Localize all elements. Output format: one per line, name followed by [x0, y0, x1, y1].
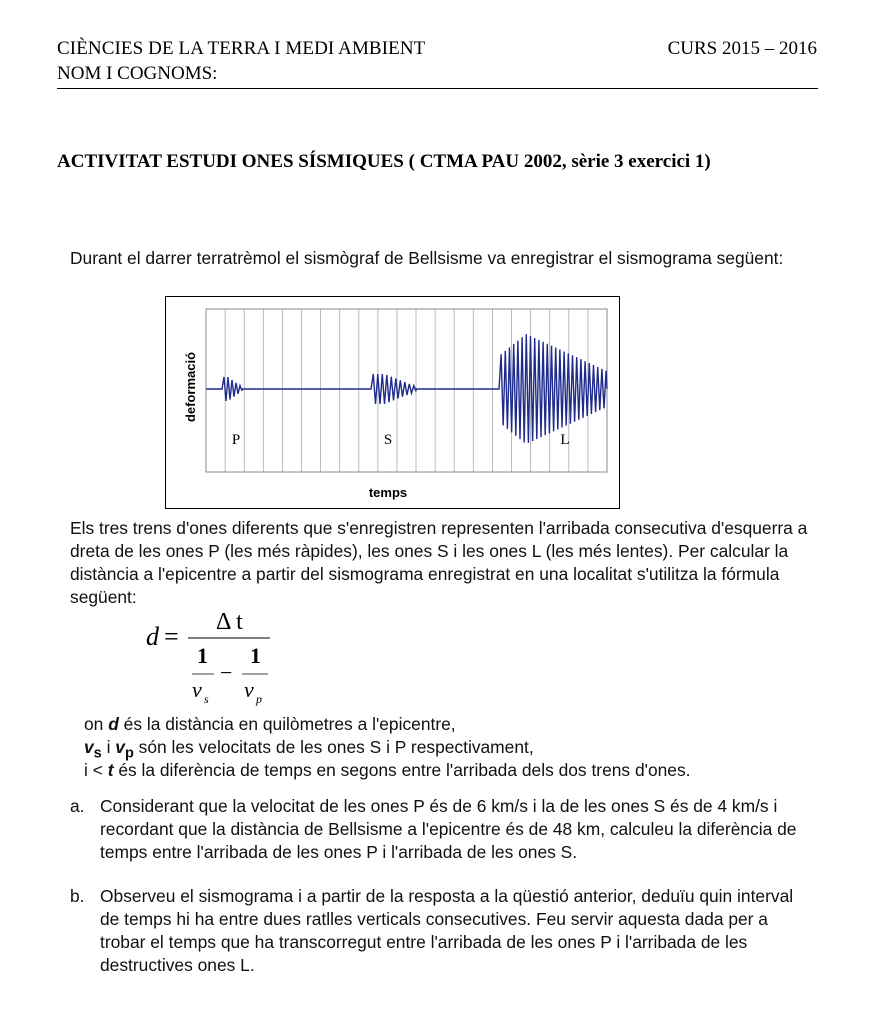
formula-vp: v: [244, 677, 254, 702]
definition-v-mid: i: [101, 737, 116, 757]
header-course: CURS 2015 – 2016: [667, 38, 817, 59]
formula-equals: =: [164, 622, 179, 651]
definition-vp-sub: p: [124, 745, 134, 762]
formula-d: d: [146, 622, 159, 651]
label-s-waves: S: [383, 432, 393, 448]
definition-d-text: és la distància en quilòmetres a l'epicentre,: [118, 714, 456, 734]
seismogram-figure: [165, 296, 620, 509]
definition-t-text: és la diferència de temps en segons entre l'arribada dels dos trens d'ones.: [113, 760, 691, 780]
page-title: ACTIVITAT ESTUDI ONES SÍSMIQUES ( CTMA PAU 2002, sèrie 3 exercici 1): [57, 151, 711, 172]
question-a-text: Considerant que la velocitat de les ones P és de 6 km/s i la de les ones S és de 4 km/s i recordant que la distància de Bellsisme a l'epicentre és de 48 km, calculeu la diferència de temps entre l'arribada de les ones P i l'arribada de les ones S.: [100, 796, 797, 862]
formula-one-b: 1: [250, 643, 261, 668]
definition-d-var: d: [108, 714, 119, 734]
definition-v-text: són les velocitats de les ones S i P respectivament,: [133, 737, 534, 757]
definition-vs: v: [84, 737, 94, 757]
label-l-waves: L: [560, 432, 570, 448]
label-p-waves: P: [231, 432, 241, 448]
formula-vs: v: [192, 677, 202, 702]
formula-vp-sub: p: [256, 692, 262, 706]
formula-one-a: 1: [197, 643, 208, 668]
question-b-marker: b.: [70, 886, 85, 906]
definition-d: [84, 713, 456, 736]
header-divider: [57, 88, 818, 89]
seismogram-svg: [166, 297, 619, 508]
formula-minus: −: [220, 660, 233, 685]
definition-vp: v: [115, 737, 125, 757]
seismogram-trace: [206, 334, 607, 443]
header-name-field: NOM I COGNOMS:: [57, 63, 218, 84]
question-b-text: Observeu el sismograma i a partir de la resposta a la qüestió anterior, deduïu quin interval de temps hi ha entre dues ratlles verticals consecutives. Feu servir aquesta dada per a trobar el temps que ha transcorregut entre l'arribada de les ones P i l'arribada de les destructives ones L.: [100, 886, 794, 975]
question-a-marker: a.: [70, 796, 85, 816]
y-axis-label: deformació: [183, 351, 198, 423]
formula-vs-sub: s: [204, 692, 209, 706]
distance-formula: [140, 605, 320, 717]
definition-vs-sub: s: [93, 745, 102, 762]
explanation-paragraph: Els tres trens d'ones diferents que s'enregistren representen l'arribada consecutiva d'esquerra a dreta de les ones P (les més ràpides), les ones S i les ones L (les més lentes). Per calcular la distància a l'epicentre a partir del sismograma enregistrat en una localitat s'utilitza la fórmula següent:: [70, 518, 808, 607]
definition-t-var: t: [107, 760, 114, 780]
formula-svg: [140, 605, 320, 717]
formula-numerator: Δ t: [216, 609, 243, 635]
header-subject: CIÈNCIES DE LA TERRA I MEDI AMBIENT: [57, 38, 426, 59]
x-axis-label: temps: [368, 485, 408, 500]
definition-t: [84, 759, 691, 782]
definition-d-prefix: on: [84, 714, 109, 734]
definition-t-prefix: i <: [84, 760, 108, 780]
intro-paragraph: Durant el darrer terratrèmol el sismògraf de Bellsisme va enregistrar el sismograma següent:: [70, 248, 784, 268]
